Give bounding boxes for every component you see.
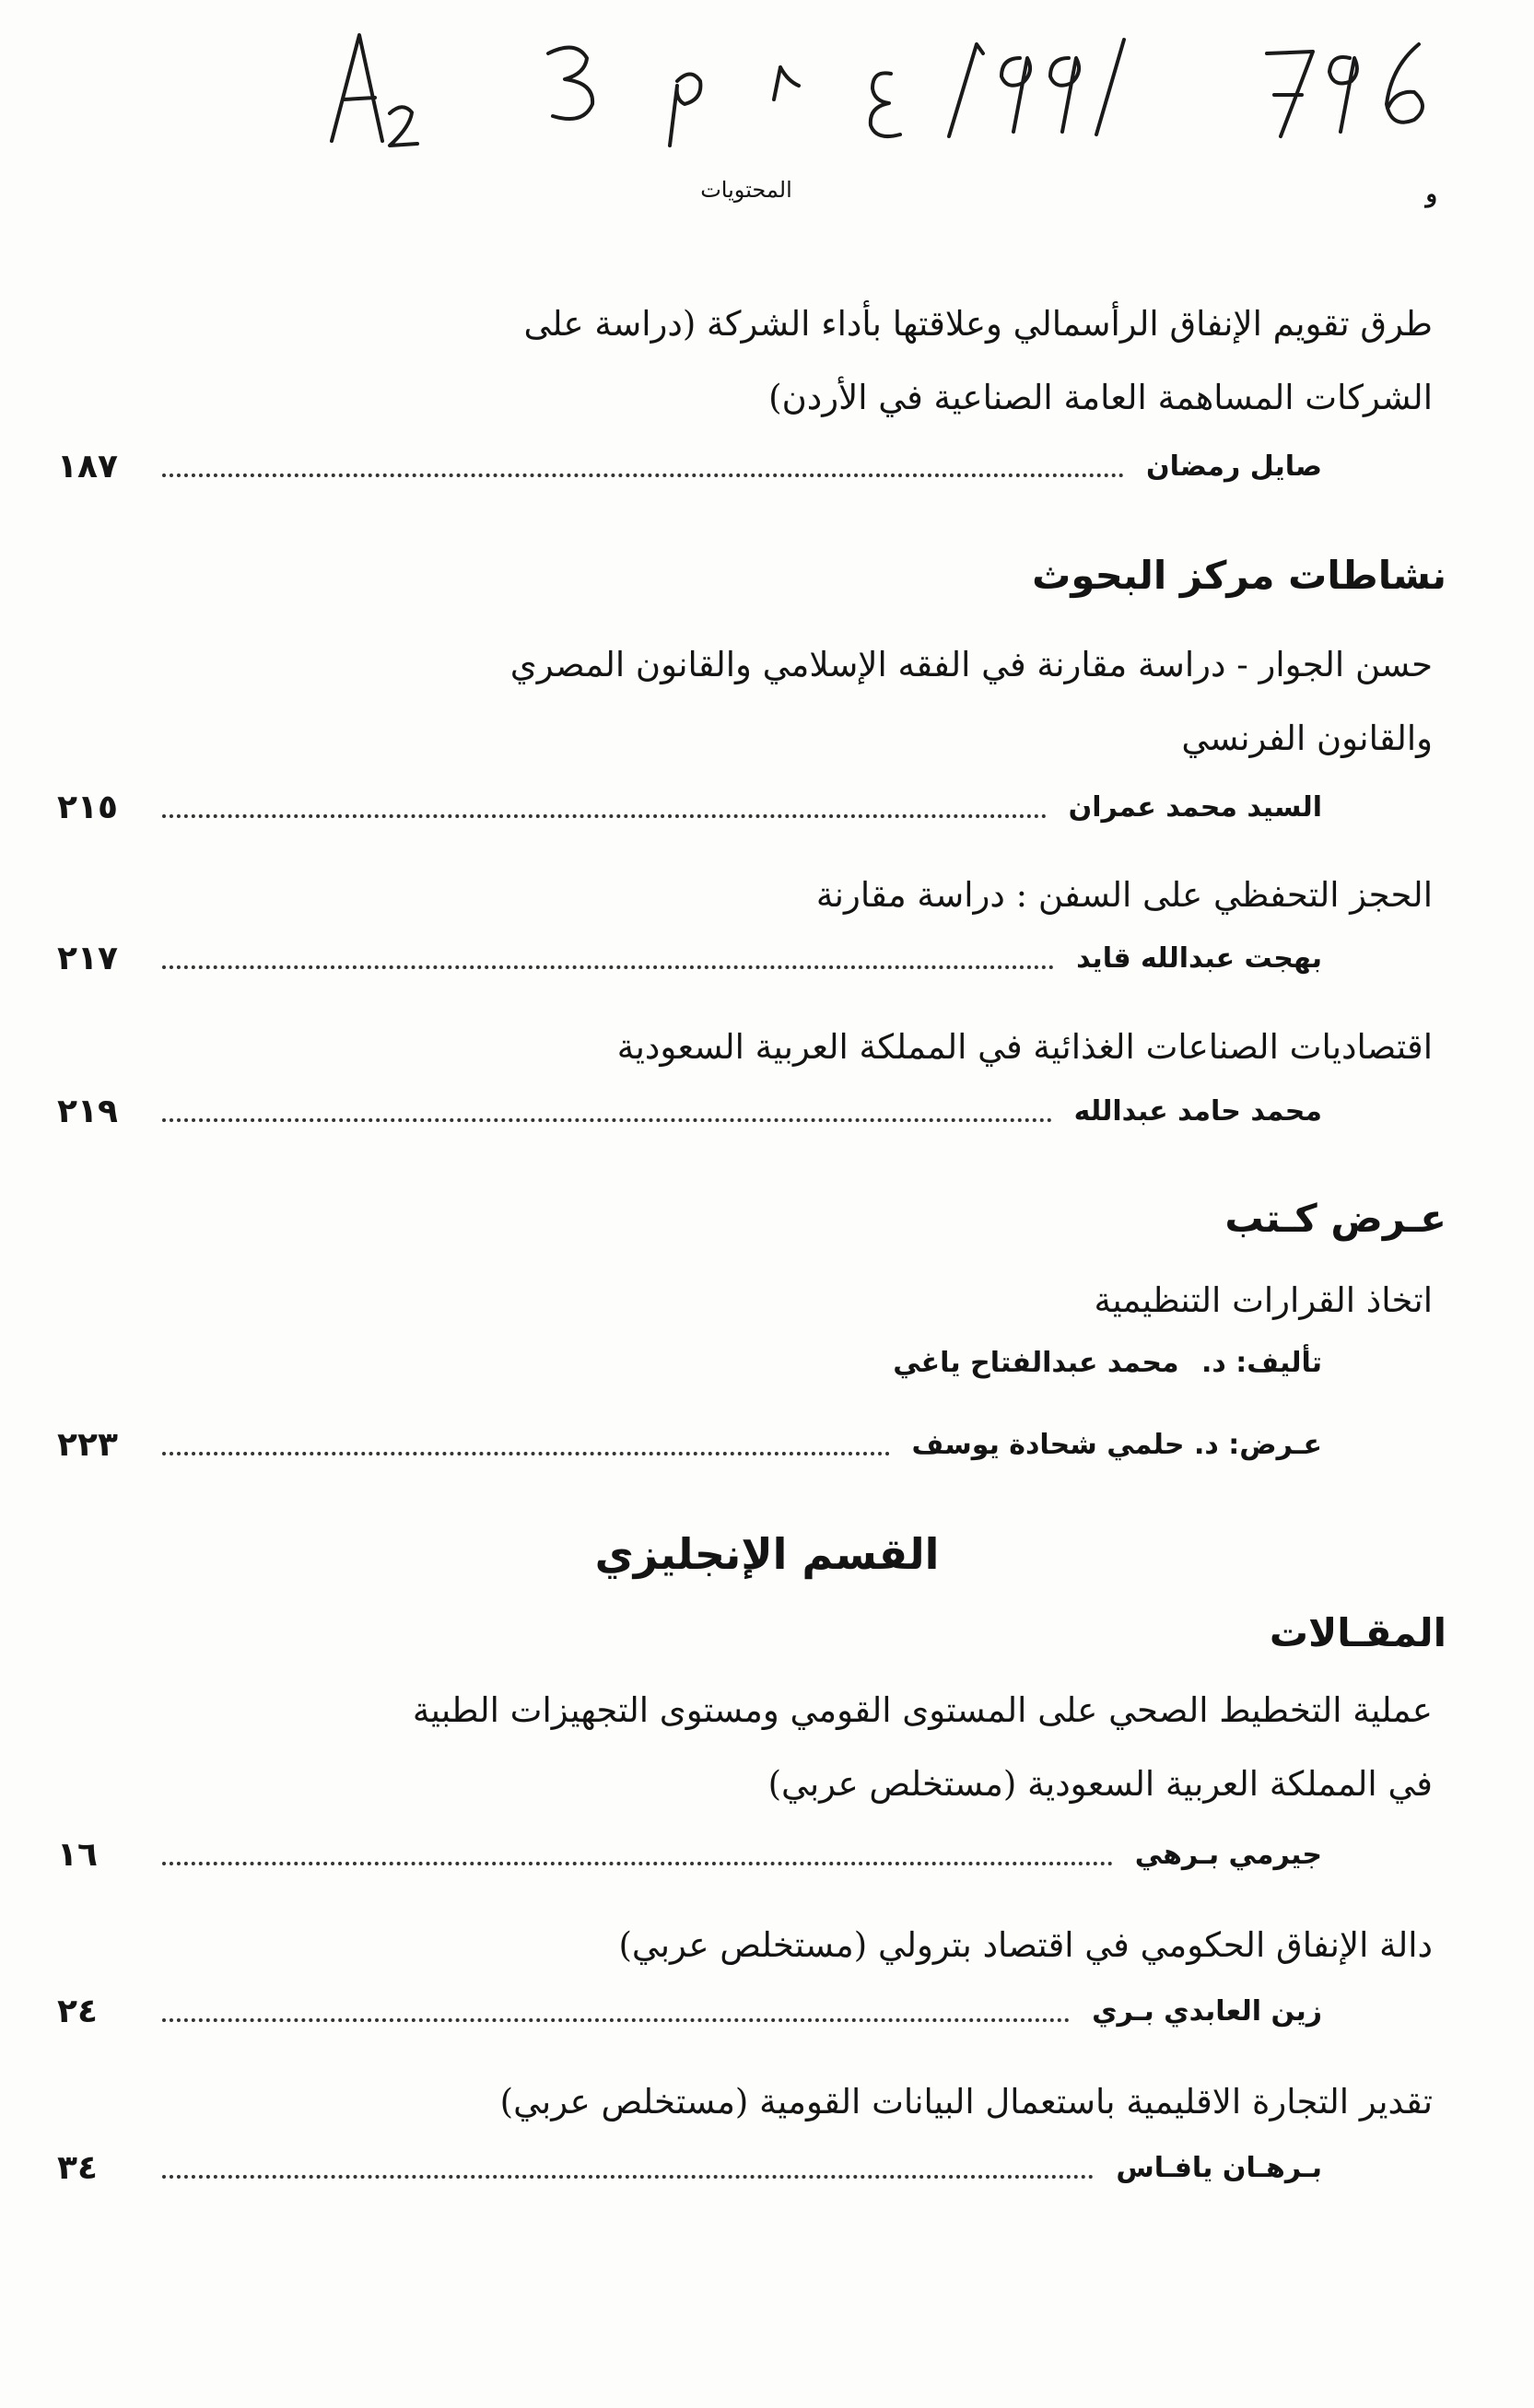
page-number: ٣٤	[57, 2148, 98, 2187]
reviewer-credit	[912, 1429, 1322, 1461]
dot-leader	[162, 2018, 1070, 2022]
toc-entry-title: تقدير التجارة الاقليمية باستعمال البيانات القومية (مستخلص عربي)	[499, 2082, 1433, 2122]
dot-leader	[162, 814, 1047, 818]
handwritten-annotation	[327, 17, 1460, 155]
author-name: بهجت عبدالله قايد	[1076, 941, 1322, 975]
author-name: زين العابدي بـري	[1092, 1994, 1322, 2028]
toc-entry-line	[57, 781, 1322, 833]
page-number: ٢١٩	[57, 1092, 118, 1130]
part-heading-english: القسم الإنجليزي	[594, 1529, 940, 1579]
section-heading-articles: المقـالات	[1269, 1610, 1446, 1655]
section-heading-research: نشاطات مركز البحوث	[1032, 553, 1446, 598]
toc-entry-title: والقانون الفرنسي	[1181, 719, 1433, 758]
page-number: ٢٤	[57, 1992, 98, 2030]
page-number: ٢١٧	[57, 939, 118, 977]
toc-entry-title: الشركات المساهمة العامة الصناعية في الأردن)	[768, 378, 1433, 417]
author-name: بـرهـان يافـاس	[1116, 2151, 1322, 2184]
author-label: تأليف: د.	[1200, 1347, 1322, 1379]
toc-entry-line	[57, 440, 1322, 492]
section-heading-book-reviews: عـرض كـتب	[1224, 1196, 1446, 1241]
toc-entry-line	[57, 1829, 1322, 1880]
toc-entry-title: اقتصاديات الصناعات الغذائية في المملكة العربية السعودية	[616, 1027, 1433, 1067]
dot-leader	[162, 1862, 1113, 1865]
book-author-credit	[880, 1347, 1322, 1398]
toc-entry-title: في المملكة العربية السعودية (مستخلص عربي)	[767, 1764, 1433, 1804]
author-name: السيد محمد عمران	[1068, 790, 1322, 824]
reviewer-label: عـرض: د.	[1194, 1428, 1322, 1461]
toc-entry-title: الحجز التحفظي على السفن : دراسة مقارنة	[815, 875, 1433, 915]
toc-entry-title: عملية التخطيط الصحي على المستوى القومي ومستوى التجهيزات الطبية	[412, 1690, 1433, 1730]
running-header	[0, 177, 1534, 214]
reviewer-name: حلمي شحادة يوسف	[911, 1428, 1185, 1461]
page-number: ٢٢٣	[57, 1425, 118, 1464]
toc-entry-line	[57, 2142, 1322, 2193]
author-name: جيرمي بـرهي	[1134, 1838, 1322, 1871]
author-name: محمد عبدالفتاح ياغي	[893, 1347, 1179, 1379]
toc-entry-title: طرق تقويم الإنفاق الرأسمالي وعلاقتها بأداء الشركة (دراسة على	[523, 304, 1433, 344]
header-page-letter: و	[1425, 181, 1437, 208]
header-title: المحتويات	[700, 177, 792, 203]
toc-entry-line	[57, 932, 1322, 984]
page-number: ٢١٥	[57, 788, 118, 826]
toc-entry-title: دالة الإنفاق الحكومي في اقتصاد بترولي (مستخلص عربي)	[618, 1925, 1433, 1965]
page-number: ١٨٧	[57, 447, 118, 485]
dot-leader	[162, 1452, 890, 1455]
dot-leader	[162, 2175, 1094, 2179]
author-name: محمد حامد عبدالله	[1073, 1094, 1322, 1128]
toc-entry-line	[57, 1985, 1322, 2037]
dot-leader	[162, 1118, 1052, 1122]
toc-entry-title: اتخاذ القرارات التنظيمية	[1094, 1280, 1433, 1320]
toc-entry-line	[57, 1419, 1322, 1470]
author-name: صايل رمضان	[1145, 450, 1322, 483]
toc-entry-line	[57, 1085, 1322, 1137]
dot-leader	[162, 965, 1054, 969]
page-number: ١٦	[57, 1835, 98, 1874]
toc-entry-title: حسن الجوار - دراسة مقارنة في الفقه الإسلامي والقانون المصري	[509, 645, 1433, 684]
dot-leader	[162, 473, 1124, 477]
